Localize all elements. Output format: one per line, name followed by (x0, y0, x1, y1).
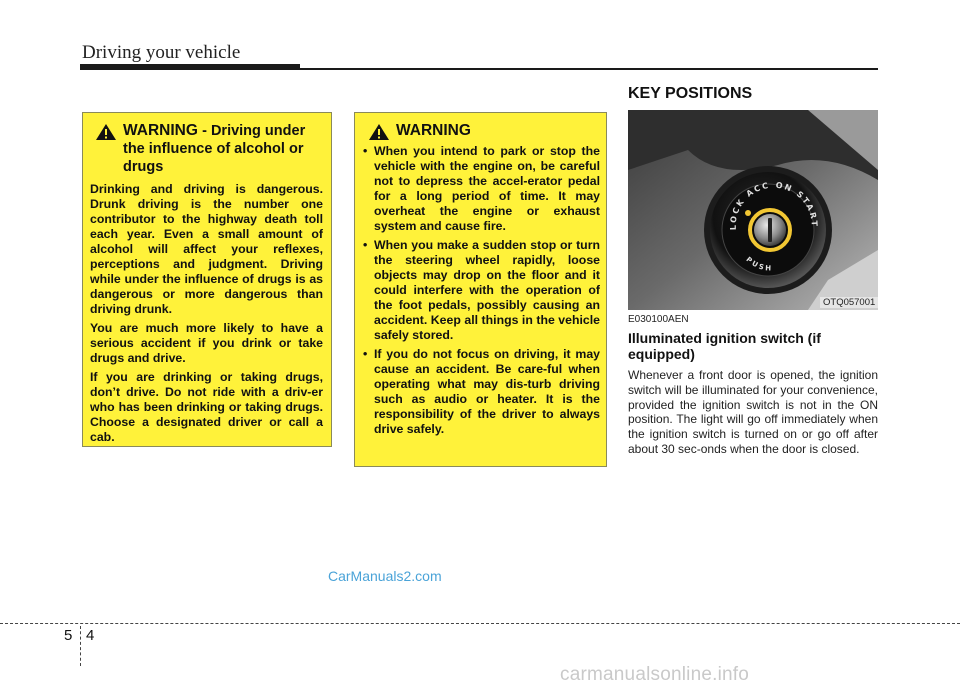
warning-triangle-icon (368, 123, 390, 141)
warning-triangle-icon (95, 123, 117, 141)
section-title: KEY POSITIONS (628, 85, 753, 102)
watermark-link[interactable]: CarManuals2.com (328, 568, 442, 584)
section-code: E030100AEN (628, 314, 689, 325)
site-watermark: carmanualsonline.info (560, 664, 750, 685)
warning-heading (90, 122, 323, 176)
warning-bullet-list (363, 144, 600, 437)
subheading: Illuminated ignition switch (if equipped) (628, 330, 821, 362)
warning-subtitle: - Driving under the influence of alcohol or drugs (123, 123, 306, 175)
warning-box-driving (354, 112, 607, 467)
warning-paragraph: Drinking and driving is dangerous. Drunk driving is the number one contributor to the highway death toll each year. Even a small amount of alcohol will affect your reflexes, perceptions and judgment. Driving while under the influence of drugs is as dangerous or more dangerous than driving drunk. (90, 182, 323, 316)
page-number: 4 (86, 627, 95, 644)
warning-heading (363, 122, 600, 141)
warning-paragraph: You are much more likely to have a serious accident if you drink or take drugs and drive. (90, 321, 323, 365)
page-header-title: Driving your vehicle (82, 42, 241, 63)
warning-title: WARNING (123, 122, 198, 139)
warning-bullet: • If you do not focus on driving, it may cause an accident. Be care-ful when operating what may dis-turb driving such as audio or heater. It is the responsibility of the driver to always drive safely. (363, 347, 600, 437)
warning-paragraph: If you are drinking or taking drugs, don’t drive. Do not ride with a driv-er who has been drinking or taking drugs. Choose a designated driver or call a cab. (90, 370, 323, 444)
ignition-switch-photo (628, 110, 878, 310)
header-rule-thin (300, 68, 878, 70)
page-section-number: 5 (64, 627, 73, 644)
warning-title: WARNING (396, 122, 471, 139)
warning-bullet: • When you make a sudden stop or turn the steering wheel rapidly, loose objects may drop on the floor and it could interfere with the operation of the foot pedals, possibly causing an accident. Keep all things in the vehicle safely stored. (363, 238, 600, 343)
header-rule-thick (80, 64, 300, 70)
warning-bullet: • When you intend to park or stop the vehicle with the engine on, be careful not to depress the accel-erator pedal for a long period of time. It may overheat the engine or exhaust system and cause fire. (363, 144, 600, 234)
body-paragraph: Whenever a front door is opened, the ignition switch will be illuminated for your convenience, provided the ignition switch is not in the ON position. The light will go off immediately when the ignition switch is turned on or go off after about 30 sec-onds when the door is closed. (628, 368, 878, 456)
svg-text:LOCK ACC ON START: LOCK ACC ON START (728, 180, 819, 231)
warning-box-alcohol (82, 112, 332, 447)
svg-text:PUSH: PUSH (744, 255, 774, 273)
ignition-switch-illustration (628, 110, 878, 310)
image-caption: OTQ057001 (820, 297, 878, 308)
footer-divider (80, 626, 81, 666)
footer-rule (0, 623, 960, 624)
